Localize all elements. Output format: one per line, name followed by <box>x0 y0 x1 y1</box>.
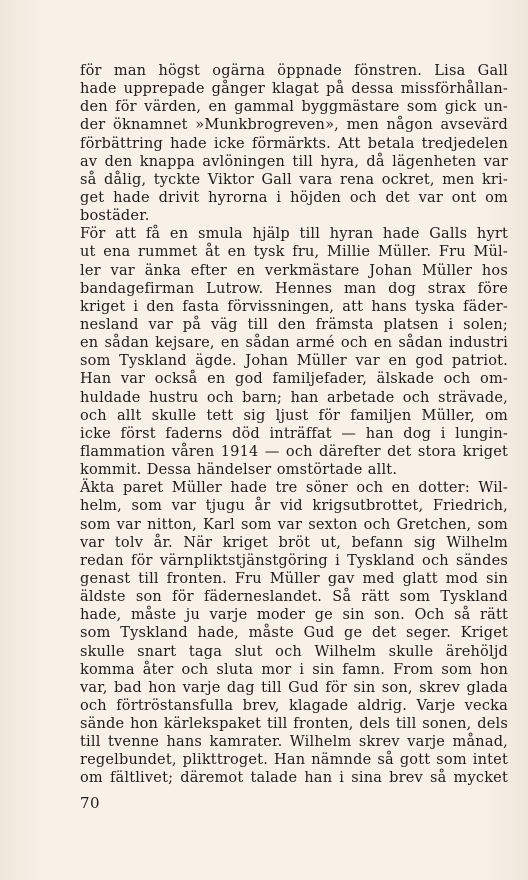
text-line: hade, måste ju varje moder ge sin son. Och så rätt <box>80 607 508 624</box>
page-number: 70 <box>80 794 101 812</box>
text-line: Äkta paret Müller hade tre söner och en dotter: Wil- <box>80 480 508 497</box>
text-line: ut ena rummet åt en tysk fru, Millie Müller. Fru Mül- <box>80 244 508 261</box>
text-line: för man högst ogärna öppnade fönstren. Lisa Gall <box>80 63 508 79</box>
text-line: och allt skulle tett sig ljust för familjen Müller, om <box>80 407 508 424</box>
text-line: av den knappa avlöningen till hyra, då lägenheten var <box>80 153 508 170</box>
text-line: komma åter och sluta mor i sin famn. From som hon <box>80 661 508 678</box>
text-line: hade upprepade gånger klagat på dessa missförhållan- <box>80 81 508 98</box>
text-line: äldste son för fäderneslandet. Så rätt som Tyskland <box>80 589 508 606</box>
text-line: och förtröstansfulla brev, klagade aldrig. Varje vecka <box>80 697 508 714</box>
text-line: helm, som var tjugu år vid krigsutbrottet, Friedrich, <box>80 498 508 515</box>
text-line: om fältlivet; däremot talade han i sina brev så mycket <box>80 770 508 787</box>
text-line: så dålig, tyckte Viktor Gall vara rena ockret, men kri- <box>80 171 508 188</box>
text-line: genast till fronten. Fru Müller gav med glatt mod sin <box>80 570 508 587</box>
text-line: till tvenne hans kamrater. Wilhelm skrev varje månad, <box>80 734 508 751</box>
text-line: som var nitton, Karl som var sexton och Gretchen, som <box>80 516 508 533</box>
text-line: För att få en smula hjälp till hyran hade Galls hyrt <box>80 226 508 243</box>
text-line: som Tyskland ägde. Johan Müller var en god patriot. <box>80 353 508 370</box>
text-line: bostäder. <box>80 208 150 225</box>
text-line: förbättring hade icke förmärkts. Att betala tredjedelen <box>80 135 508 152</box>
text-line: flammation våren 1914 — och därefter det stora kriget <box>80 443 508 460</box>
text-line: der öknamnet »Munkbrogreven», men någon avsevärd <box>80 117 508 134</box>
text-line: Han var också en god familjefader, älskade och om- <box>80 371 508 388</box>
text-line: regelbundet, plikttroget. Han nämnde så gott som intet <box>80 752 508 769</box>
text-line: ler var änka efter en verkmästare Johan Müller hos <box>80 262 508 279</box>
text-line: redan för värnpliktstjänstgöring i Tyskland och sändes <box>80 552 508 569</box>
text-line: en sådan kejsare, en sådan armé och en sådan industri <box>80 335 508 352</box>
text-line: den för värden, en gammal byggmästare som gick un- <box>80 99 508 116</box>
text-line: bandagefirman Lutrow. Hennes man dog strax före <box>80 280 508 297</box>
text-line: nesland var på väg till den främsta platsen i solen; <box>80 316 508 333</box>
text-line: sände hon kärlekspaket till fronten, dels till sonen, dels <box>80 716 508 733</box>
text-line: var tolv år. När kriget bröt ut, befann sig Wilhelm <box>80 534 508 551</box>
text-line: huldade hustru och barn; han arbetade och strävade, <box>80 389 508 406</box>
body-text <box>80 62 508 788</box>
text-line: var, bad hon varje dag till Gud för sin son, skrev glada <box>80 679 508 696</box>
text-line: get hade drivit hyrorna i höjden och det var ont om <box>80 189 508 206</box>
text-line: skulle snart taga slut och Wilhelm skulle ärehöljd <box>80 643 508 660</box>
text-line: kriget i den fasta förvissningen, att hans tyska fäder- <box>80 298 508 315</box>
text-line: kommit. Dessa händelser omstörtade allt. <box>80 462 398 479</box>
text-line: som Tyskland hade, måste Gud ge det seger. Kriget <box>80 625 508 642</box>
text-line: icke först faderns död inträffat — han dog i lungin- <box>80 425 508 442</box>
